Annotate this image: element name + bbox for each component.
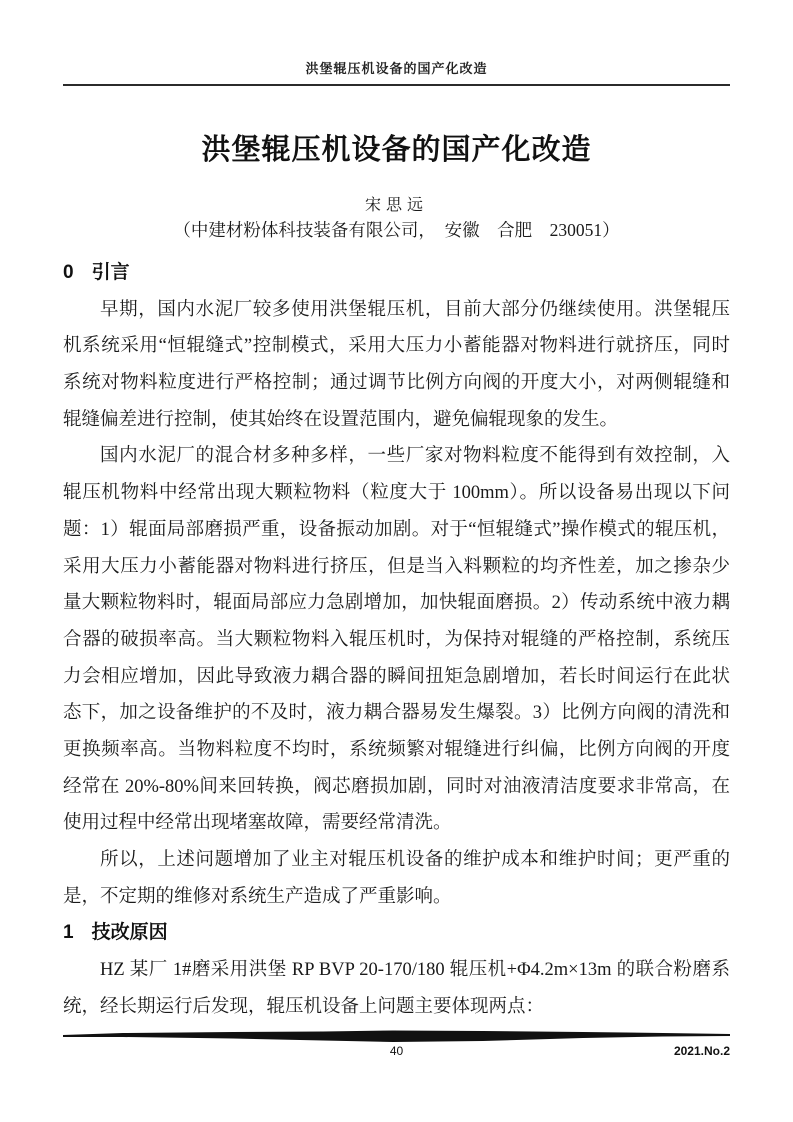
body-line: 量大颗粒物料时，辊面局部应力急剧增加，加快辊面磨损。2）传动系统中液力耦 <box>63 593 730 614</box>
body-line: 经常在 20%-80%间来回转换，阀芯磨损加剧，同时对油液清洁度要求非常高，在 <box>63 776 730 797</box>
body-line: 辊压机物料中经常出现大颗粒物料（粒度大于 100mm）。所以设备易出现以下问 <box>63 483 730 504</box>
body-line: 题：1）辊面局部磨损严重，设备振动加剧。对于“恒辊缝式”操作模式的辊压机， <box>63 519 730 540</box>
body-line: 合器的破损率高。当大颗粒物料入辊压机时，为保持对辊缝的严格控制，系统压 <box>63 629 730 650</box>
article-body <box>63 255 730 1025</box>
running-header-title: 洪堡辊压机设备的国产化改造 <box>305 61 488 76</box>
body-line: 系统对物料粒度进行严格控制；通过调节比例方向阀的开度大小，对两侧辊缝和 <box>63 373 730 394</box>
body-line: 早期，国内水泥厂较多使用洪堡辊压机，目前大部分仍继续使用。洪堡辊压 <box>100 299 730 320</box>
issue-label: 2021.No.2 <box>673 1044 730 1058</box>
section-title: 技改原因 <box>91 922 168 944</box>
section-number: 0 <box>63 262 74 283</box>
body-line: 力会相应增加，因此导致液力耦合器的瞬间扭矩急剧增加，若长时间运行在此状 <box>63 666 730 687</box>
body-line: 辊缝偏差进行控制，使其始终在设置范围内，避免偏辊现象的发生。 <box>63 409 619 430</box>
body-line: 机系统采用“恒辊缝式”控制模式，采用大压力小蓄能器对物料进行就挤压，同时 <box>63 336 730 357</box>
body-line: 是，不定期的维修对系统生产造成了严重影响。 <box>63 886 452 907</box>
body-line: 使用过程中经常出现堵塞故障，需要经常清洗。 <box>63 813 452 834</box>
author-name: 宋思远 <box>364 197 428 214</box>
page-number: 40 <box>389 1044 404 1058</box>
body-line: 采用大压力小蓄能器对物料进行挤压，但是当入料颗粒的均齐性差，加之掺杂少 <box>63 556 730 577</box>
body-line: 更换频率高。当物料粒度不均时，系统频繁对辊缝进行纠偏，比例方向阀的开度 <box>63 739 730 760</box>
footer-rule <box>63 1030 730 1043</box>
section-number: 1 <box>63 922 74 944</box>
section-1-heading <box>63 915 730 952</box>
body-line: 态下，加之设备维护的不及时，液力耦合器易发生爆裂。3）比例方向阀的清洗和 <box>63 703 730 724</box>
body-line: 国内水泥厂的混合材多种多样，一些厂家对物料粒度不能得到有效控制，入 <box>100 446 730 467</box>
body-line: 统，经长期运行后发现，辊压机设备上问题主要体现两点： <box>63 996 545 1017</box>
header-rule <box>63 84 730 86</box>
section-0-heading <box>63 255 730 292</box>
article-title: 洪堡辊压机设备的国产化改造 <box>201 134 592 166</box>
section-title: 引言 <box>91 262 130 283</box>
body-line: HZ 某厂 1#磨采用洪堡 RP BVP 20-170/180 辊压机+Φ4.2m×13m 的联合粉磨系 <box>100 960 730 981</box>
body-line: 所以，上述问题增加了业主对辊压机设备的维护成本和维护时间；更严重的 <box>100 850 730 870</box>
author-affiliation: （中建材粉体科技装备有限公司， 安徽 合肥 230051） <box>173 220 620 240</box>
